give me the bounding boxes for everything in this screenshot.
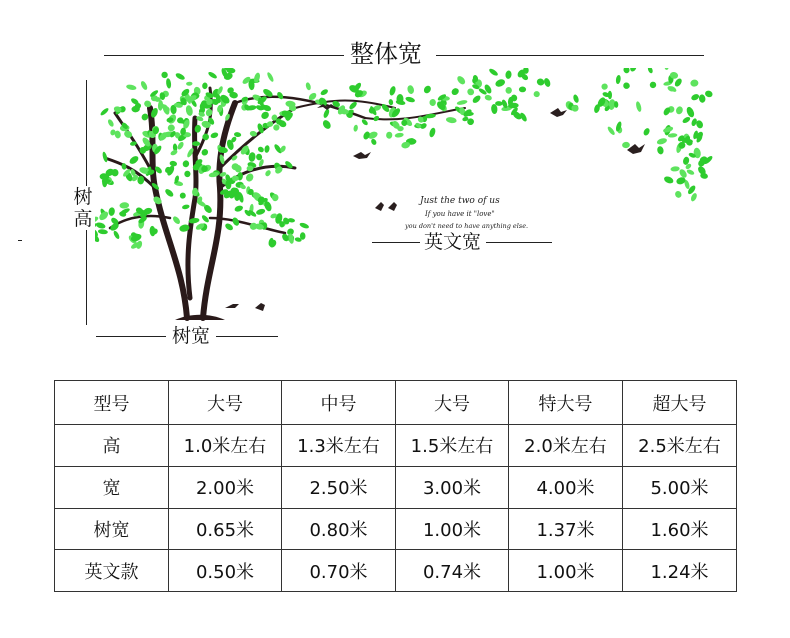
leaf-shape (686, 169, 695, 176)
leaf-shape (179, 191, 187, 199)
leaf-shape (224, 222, 234, 232)
leaf-shape (225, 180, 231, 190)
tree-height-label (72, 186, 94, 230)
table-cell: 1.24米 (623, 550, 737, 592)
leaf-shape (494, 78, 506, 88)
leaf-shape (670, 166, 680, 172)
total-width-label: 整体宽 (346, 42, 426, 66)
table-cell: 1.5米左右 (396, 425, 509, 467)
english-width-line-left (372, 242, 420, 243)
table-cell: 1.0米左右 (169, 425, 282, 467)
leaf-shape (622, 142, 630, 149)
size-spec-table (54, 380, 737, 592)
leaf-shape (685, 106, 695, 119)
leaf-shape (172, 215, 182, 225)
table-header-cell: 中号 (282, 381, 396, 425)
leaf-shape (394, 132, 404, 138)
table-cell: 树宽 (55, 508, 169, 550)
leaf-shape (264, 169, 272, 177)
leaf-shape (656, 137, 668, 145)
bird-icon (375, 202, 384, 211)
tree-height-char-1: 树 (73, 186, 93, 208)
left-tick (18, 240, 22, 241)
tree-width-line-left (96, 336, 166, 337)
leaf-shape (450, 87, 460, 97)
leaf-shape (165, 78, 171, 89)
leaf-shape (184, 170, 191, 177)
leaf-shape (128, 155, 140, 166)
leaf-shape (488, 68, 499, 77)
leaf-shape (276, 91, 284, 100)
leaf-shape (428, 127, 436, 138)
table-row (55, 550, 737, 592)
leaf-shape (495, 101, 503, 106)
leaf-shape (305, 82, 312, 91)
table-cell: 0.74米 (396, 550, 509, 592)
leaf-shape (674, 190, 683, 199)
english-phrase-line-2: If you have it "love" (425, 210, 495, 218)
leaf-shape (226, 68, 235, 74)
leaf-shape (690, 93, 700, 102)
leaf-shape (266, 71, 275, 82)
leaf-shape (95, 221, 106, 229)
leaf-shape (572, 94, 579, 104)
table-cell: 宽 (55, 466, 169, 508)
leaf-shape (698, 94, 706, 103)
table-cell: 2.00米 (169, 466, 282, 508)
bird-icon (353, 152, 371, 159)
leaf-shape (429, 99, 436, 107)
leaf-shape (264, 145, 270, 153)
leaf-shape (321, 119, 332, 131)
leaf-shape (260, 110, 270, 120)
leaf-shape (99, 107, 109, 117)
leaf-shape (107, 118, 115, 127)
english-width-line-right (486, 242, 552, 243)
leaf-shape (405, 96, 416, 103)
leaf-shape (234, 204, 244, 212)
leaf-shape (207, 71, 218, 80)
table-row (55, 425, 737, 467)
total-width-line-right (436, 55, 704, 56)
bird-icon (255, 303, 265, 311)
leaf-shape (471, 94, 482, 104)
leaf-shape (406, 85, 414, 95)
table-row (55, 466, 737, 508)
leaf-shape (642, 127, 650, 136)
leaf-shape (176, 141, 184, 151)
bird-icon (388, 202, 397, 211)
leaf-shape (682, 116, 692, 125)
leaf-shape (456, 75, 467, 86)
table-cell: 1.00米 (396, 508, 509, 550)
table-cell: 0.80米 (282, 508, 396, 550)
leaf-shape (255, 208, 266, 216)
leaf-shape (675, 105, 684, 115)
leaf-shape (466, 87, 476, 97)
table-row (55, 508, 737, 550)
table-cell: 5.00米 (623, 466, 737, 508)
leaf-shape (164, 188, 175, 198)
tree-width-line-right (216, 336, 278, 337)
leaf-shape (210, 132, 219, 139)
table-header-row (55, 381, 737, 425)
birds (225, 104, 645, 311)
tree-base (175, 315, 225, 320)
leaf-shape (506, 87, 512, 94)
leaf-shape (320, 88, 329, 96)
leaf-shape (160, 71, 169, 80)
table-cell: 英文款 (55, 550, 169, 592)
table-header-cell: 特大号 (509, 381, 623, 425)
table-cell: 高 (55, 425, 169, 467)
english-phrase-line-3: you don't need to have anything else. (405, 222, 529, 230)
leaf-shape (370, 138, 377, 146)
leaf-shape (606, 126, 615, 136)
english-phrase-line-1: Just the two of us (420, 196, 500, 206)
leaf-shape (140, 80, 149, 91)
leaf-shape (257, 146, 265, 154)
leaf-shape (167, 124, 175, 132)
leaf-shape (673, 77, 683, 88)
leaf-shape (182, 204, 190, 210)
table-cell: 1.37米 (509, 508, 623, 550)
table-cell: 1.00米 (509, 550, 623, 592)
leaf-shape (704, 90, 713, 99)
leaf-shape (505, 70, 512, 79)
leaf-shape (126, 84, 137, 91)
leaf-shape (185, 105, 194, 117)
total-width-line-left (104, 55, 344, 56)
leaf-shape (353, 124, 358, 132)
leaf-shape (112, 230, 120, 240)
leaf-shape (649, 80, 658, 89)
leaf-shape (389, 85, 397, 96)
leaf-shape (200, 148, 209, 157)
leaf-shape (186, 82, 193, 86)
leaf-shape (665, 68, 669, 70)
leaf-shape (663, 175, 674, 185)
table-cell: 2.50米 (282, 466, 396, 508)
leaf-shape (119, 202, 129, 209)
leaf-shape (647, 68, 654, 74)
leaf-shape (533, 91, 540, 97)
leaf-shape (456, 99, 467, 105)
leaf-shape (519, 87, 526, 93)
leaf-shape (322, 108, 330, 118)
bird-icon (225, 304, 239, 308)
leaf-shape (102, 151, 109, 162)
leaf-shape (615, 75, 621, 85)
bird-icon (550, 108, 567, 117)
leaf-shape (234, 132, 242, 138)
table-header-cell: 超大号 (623, 381, 737, 425)
table-cell: 0.50米 (169, 550, 282, 592)
leaf-shape (446, 116, 458, 123)
leaf-shape (108, 207, 115, 216)
leaf-shape (484, 94, 492, 101)
leaf-shape (388, 99, 394, 106)
leaf-shape (175, 72, 186, 81)
leaf-shape (656, 146, 664, 156)
leaf-shape (192, 141, 200, 146)
leaf-shape (182, 160, 190, 168)
tree-height-char-2: 高 (73, 208, 93, 230)
table-header-cell: 型号 (55, 381, 169, 425)
table-cell: 2.0米左右 (509, 425, 623, 467)
table-cell: 1.60米 (623, 508, 737, 550)
leaf-shape (690, 79, 699, 87)
english-width-label: 英文宽 (424, 231, 482, 253)
table-header-cell: 大号 (396, 381, 509, 425)
leaf-shape (622, 81, 631, 90)
leaf-shape (608, 91, 612, 99)
table-header-cell: 大号 (169, 381, 282, 425)
leaf-shape (386, 132, 392, 139)
leaf-shape (361, 118, 369, 126)
leaf-shape (299, 222, 310, 230)
table-cell: 1.3米左右 (282, 425, 396, 467)
leaf-shape (600, 82, 609, 91)
tree-width-label: 树宽 (172, 325, 211, 347)
leaf-shape (201, 214, 210, 224)
leaf-shape (422, 84, 432, 94)
table-cell: 4.00米 (509, 466, 623, 508)
tree-wall-sticker-illustration (95, 68, 715, 328)
leaf-shape (536, 77, 546, 86)
table-cell: 0.70米 (282, 550, 396, 592)
leaf-shape (635, 101, 642, 113)
leaf-shape (623, 68, 630, 74)
table-cell: 0.65米 (169, 508, 282, 550)
leaf-shape (202, 82, 208, 89)
leaf-shape (629, 68, 638, 73)
leaf-shape (98, 229, 109, 235)
table-cell: 2.5米左右 (623, 425, 737, 467)
table-cell: 3.00米 (396, 466, 509, 508)
